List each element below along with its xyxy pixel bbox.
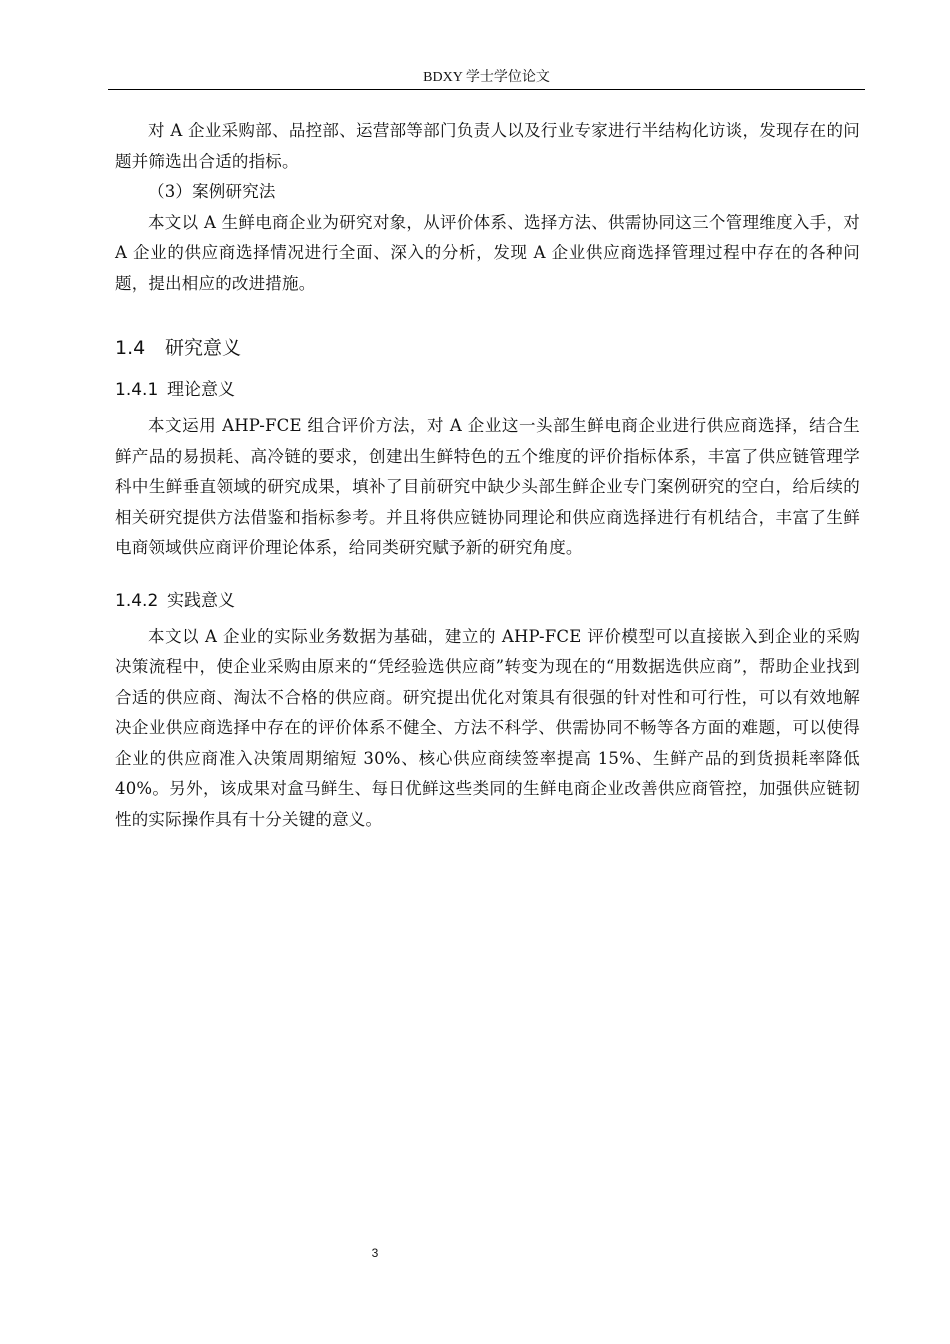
page-number: 3 xyxy=(371,1246,379,1260)
section-number: 1.4 xyxy=(115,337,146,359)
paragraph-practical-significance: 本文以 A 企业的实际业务数据为基础，建立的 AHP-FCE 评价模型可以直接嵌入到企业的采购决策流程中，使企业采购由原来的“凭经验选供应商”转变为现在的“用数据选供应商”，帮助企业找到合适的供应商、淘汰不合格的供应商。研究提出优化对策具有很强的针对性和可行性，可以有效地解决企业供应商选择中存在的评价体系不健全、方法不科学、供需协同不畅等各方面的难题，可以使得企业的供应商准入决策周期缩短 30%、核心供应商续签率提高 15%、生鲜产品的到货损耗率降低 40%。另外，该成果对盒马鲜生、每日优鲜这些类同的生鲜电商企业改善供应商管控，加强供应链韧性的实际操作具有十分关键的意义。 xyxy=(115,626,860,829)
subsection-heading-1-4-2 xyxy=(115,586,860,616)
list-item-case-study: （3）案例研究法 xyxy=(148,182,276,201)
running-header: BDXY 学士学位论文 xyxy=(423,70,550,85)
paragraph-case-study: 本文以 A 生鲜电商企业为研究对象，从评价体系、选择方法、供需协同这三个管理维度入手，对 A 企业的供应商选择情况进行全面、深入的分析，发现 A 企业供应商选择管理过程中存在的各种问题，提出相应的改进措施。 xyxy=(115,212,860,293)
subsection-title: 理论意义 xyxy=(167,380,235,400)
section-title: 研究意义 xyxy=(165,337,242,359)
subsection-number: 1.4.1 xyxy=(115,380,159,400)
subsection-title: 实践意义 xyxy=(167,590,235,611)
page-body xyxy=(115,116,860,835)
header-rule xyxy=(108,89,865,90)
subsection-heading-1-4-1 xyxy=(115,375,860,405)
subsection-number: 1.4.2 xyxy=(115,590,159,611)
section-heading-1-4 xyxy=(115,333,860,363)
paragraph-interview-method: 对 A 企业采购部、品控部、运营部等部门负责人以及行业专家进行半结构化访谈，发现存在的问题并筛选出合适的指标。 xyxy=(115,121,860,171)
paragraph-theoretical-significance: 本文运用 AHP-FCE 组合评价方法，对 A 企业这一头部生鲜电商企业进行供应商选择，结合生鲜产品的易损耗、高冷链的要求，创建出生鲜特色的五个维度的评价指标体系，丰富了供应链管理学科中生鲜垂直领域的研究成果，填补了目前研究中缺少头部生鲜企业专门案例研究的空白，给后续的相关研究提供方法借鉴和指标参考。并且将供应链协同理论和供应商选择进行有机结合，丰富了生鲜电商领域供应商评价理论体系，给同类研究赋予新的研究角度。 xyxy=(115,416,860,557)
